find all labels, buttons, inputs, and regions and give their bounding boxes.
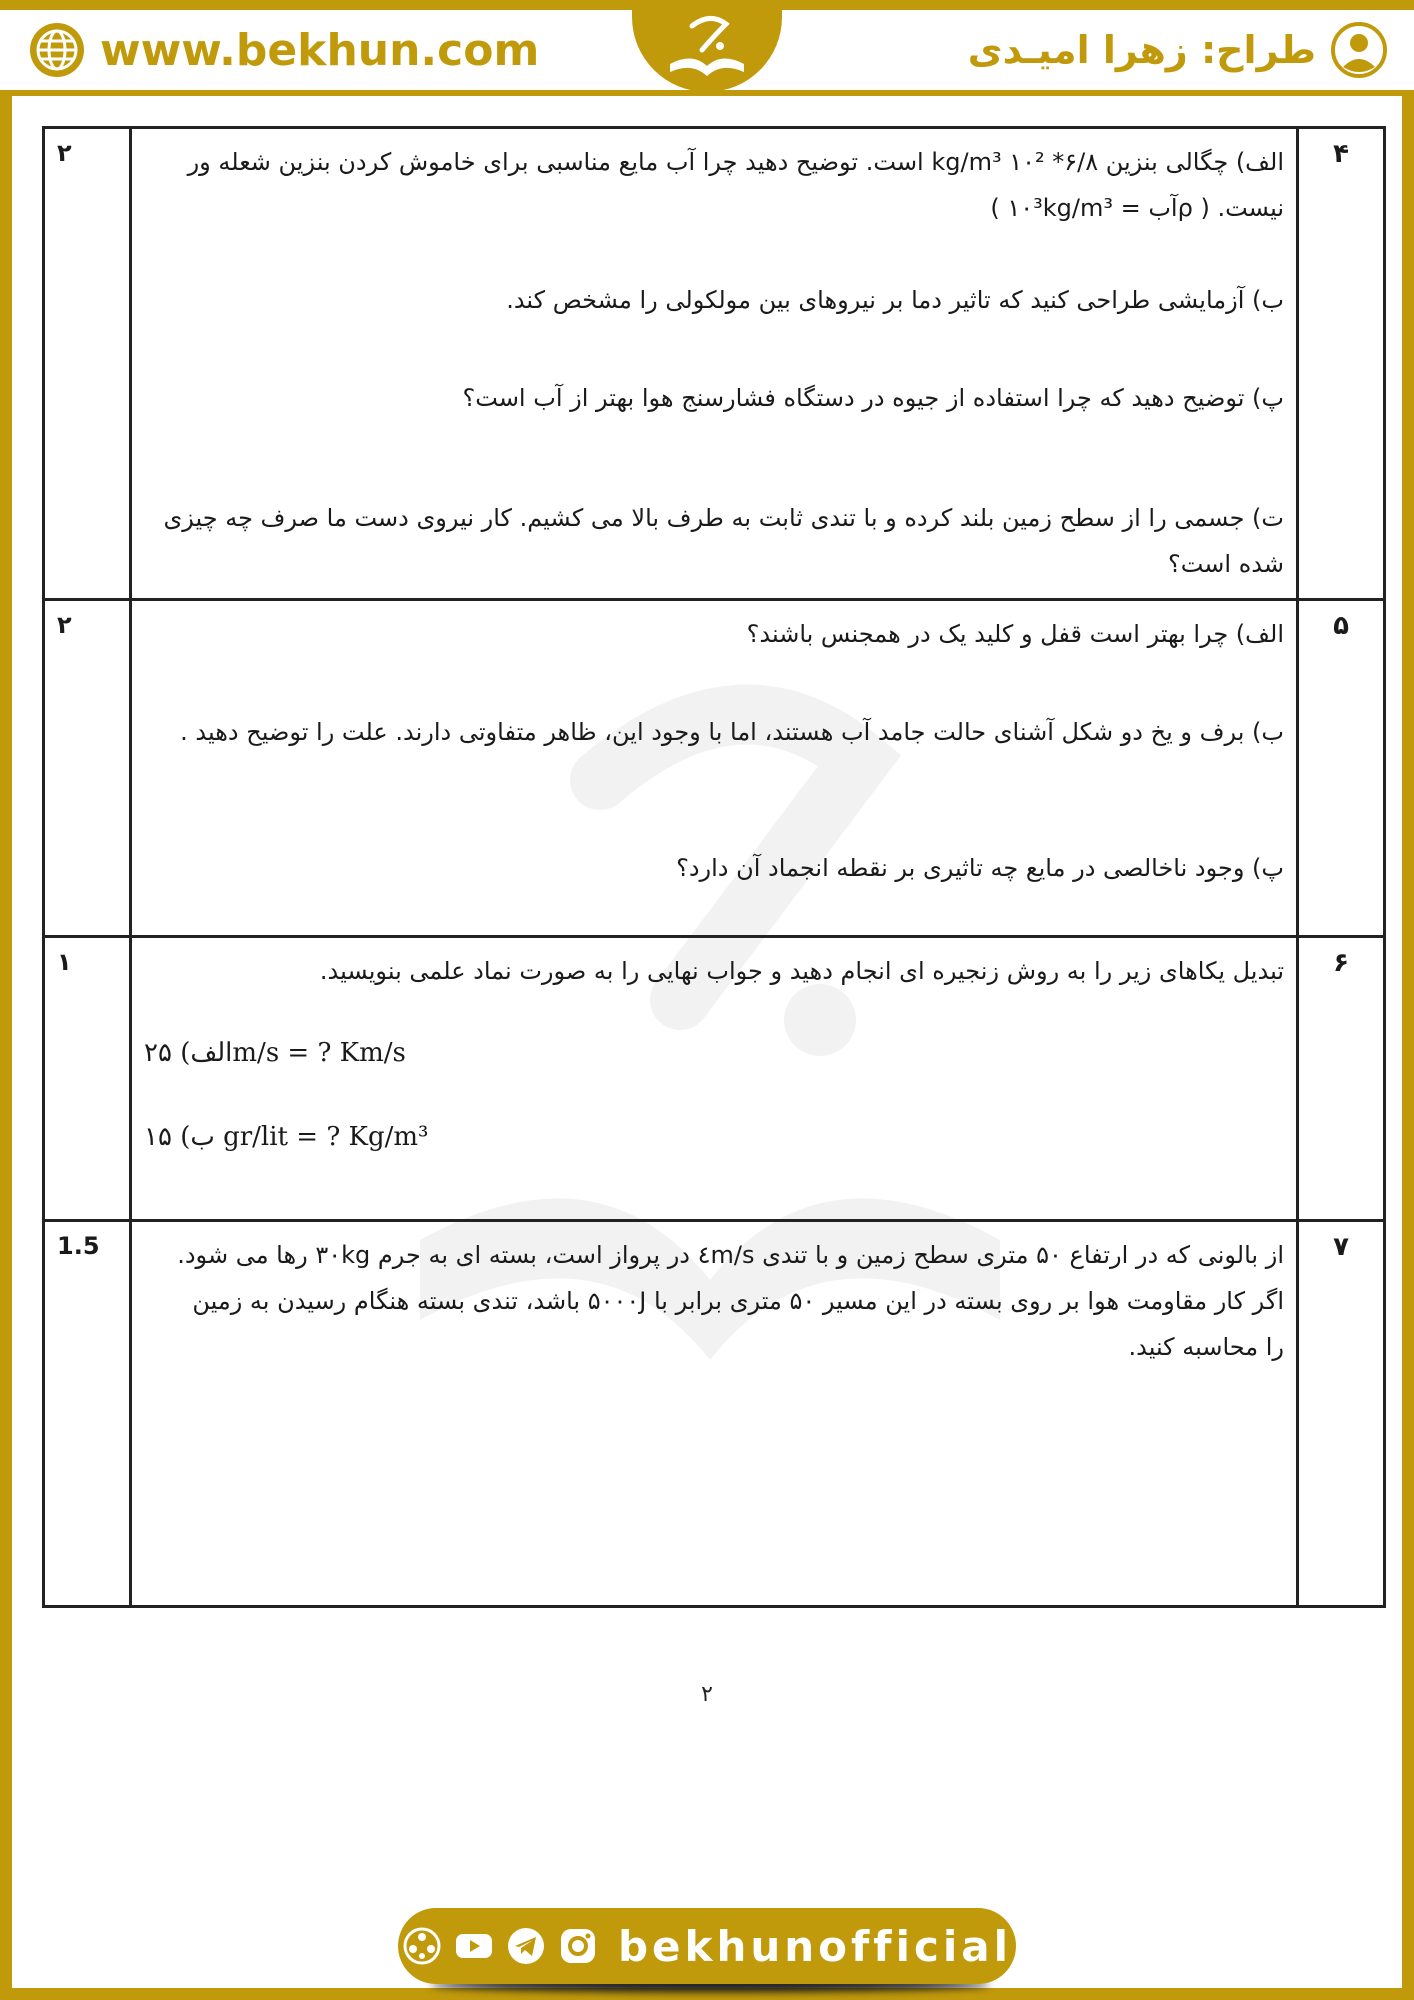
question-line: را محاسبه کنید. [1128,1333,1284,1361]
site-url: www.bekhun.com [100,24,540,76]
footer-social-bar [398,1908,1016,1984]
question-row [44,600,1385,937]
question-line: تبدیل یکاهای زیر را به روش زنجیره ای انجام دهید و جواب نهایی را به صورت نماد علمی بنویسید. [319,957,1284,985]
question-line: نیست. ( ρآب = ۱۰³kg/m³ ) [990,194,1284,222]
question-row [44,128,1385,600]
question-line: ت) جسمی را از سطح زمین بلند کرده و با تندی ثابت به طرف بالا می کشیم. کار نیروی دست ما صرف چه چیزی [163,504,1284,532]
question-score: ۱ [44,937,131,1221]
question-body [131,600,1298,937]
question-line: اگر کار مقاومت هوا بر روی بسته در این مسیر ۵۰ متری برابر با ۵۰۰۰J باشد، تندی بسته هنگام رسیدن به زمین [192,1287,1284,1315]
question-number: ۷ [1298,1221,1385,1607]
page-number: ۲ [701,1682,713,1707]
question-row [44,1221,1385,1607]
designer-name: طراح: زهرا امیـدی [967,28,1316,72]
book-logo-icon [652,6,762,86]
question-body [131,128,1298,600]
question-row [44,937,1385,1221]
question-score: ۲ [44,600,131,937]
question-score: ۲ [44,128,131,600]
question-line: ب) برف و یخ دو شکل آشنای حالت جامد آب هستند، اما با وجود این، ظاهر متفاوتی دارند. علت را توضیح دهید . [180,718,1284,746]
question-line: ب) ۱۵ gr/lit = ? Kg/m³ [144,1122,429,1152]
site-link[interactable] [28,18,539,82]
designer-credit [968,18,1388,82]
question-body [131,1221,1298,1607]
question-body [131,937,1298,1221]
aparat-icon[interactable] [402,1926,442,1966]
question-number: ۴ [1298,128,1385,600]
instagram-icon[interactable] [558,1926,598,1966]
question-number: ۵ [1298,600,1385,937]
youtube-icon[interactable] [454,1926,494,1966]
question-line: الف) ۲۵m/s = ? Km/s [144,1038,406,1068]
brand-logo [632,0,782,92]
telegram-icon[interactable] [506,1926,546,1966]
question-line: از بالونی که در ارتفاع ۵۰ متری سطح زمین و با تندی ٤m/s در پرواز است، بسته ای به جرم ۳۰kg رها می شود. [177,1241,1284,1269]
question-line: شده است؟ [1168,550,1284,578]
question-score: 1.5 [44,1221,131,1607]
globe-icon [28,21,86,79]
user-icon [1330,21,1388,79]
question-line: ب) آزمایشی طراحی کنید که تاثیر دما بر نیروهای بین مولکولی را مشخص کند. [506,286,1284,314]
question-line: پ) وجود ناخالصی در مایع چه تاثیری بر نقطه انجماد آن دارد؟ [676,854,1284,882]
header-bar [0,0,1414,96]
social-handle[interactable]: bekhunofficial [617,1921,1012,1971]
question-line: الف) چگالی بنزین kg/m³ ۱۰² *۶/۸ است. توضیح دهید چرا آب مایع مناسبی برای خاموش کردن بنزین شعله ور [187,148,1284,176]
questions-table [42,126,1386,1608]
question-line: پ) توضیح دهید که چرا استفاده از جیوه در دستگاه فشارسنج هوا بهتر از آب است؟ [462,384,1284,412]
question-line: الف) چرا بهتر است قفل و کلید یک در همجنس باشند؟ [746,620,1284,648]
question-number: ۶ [1298,937,1385,1221]
